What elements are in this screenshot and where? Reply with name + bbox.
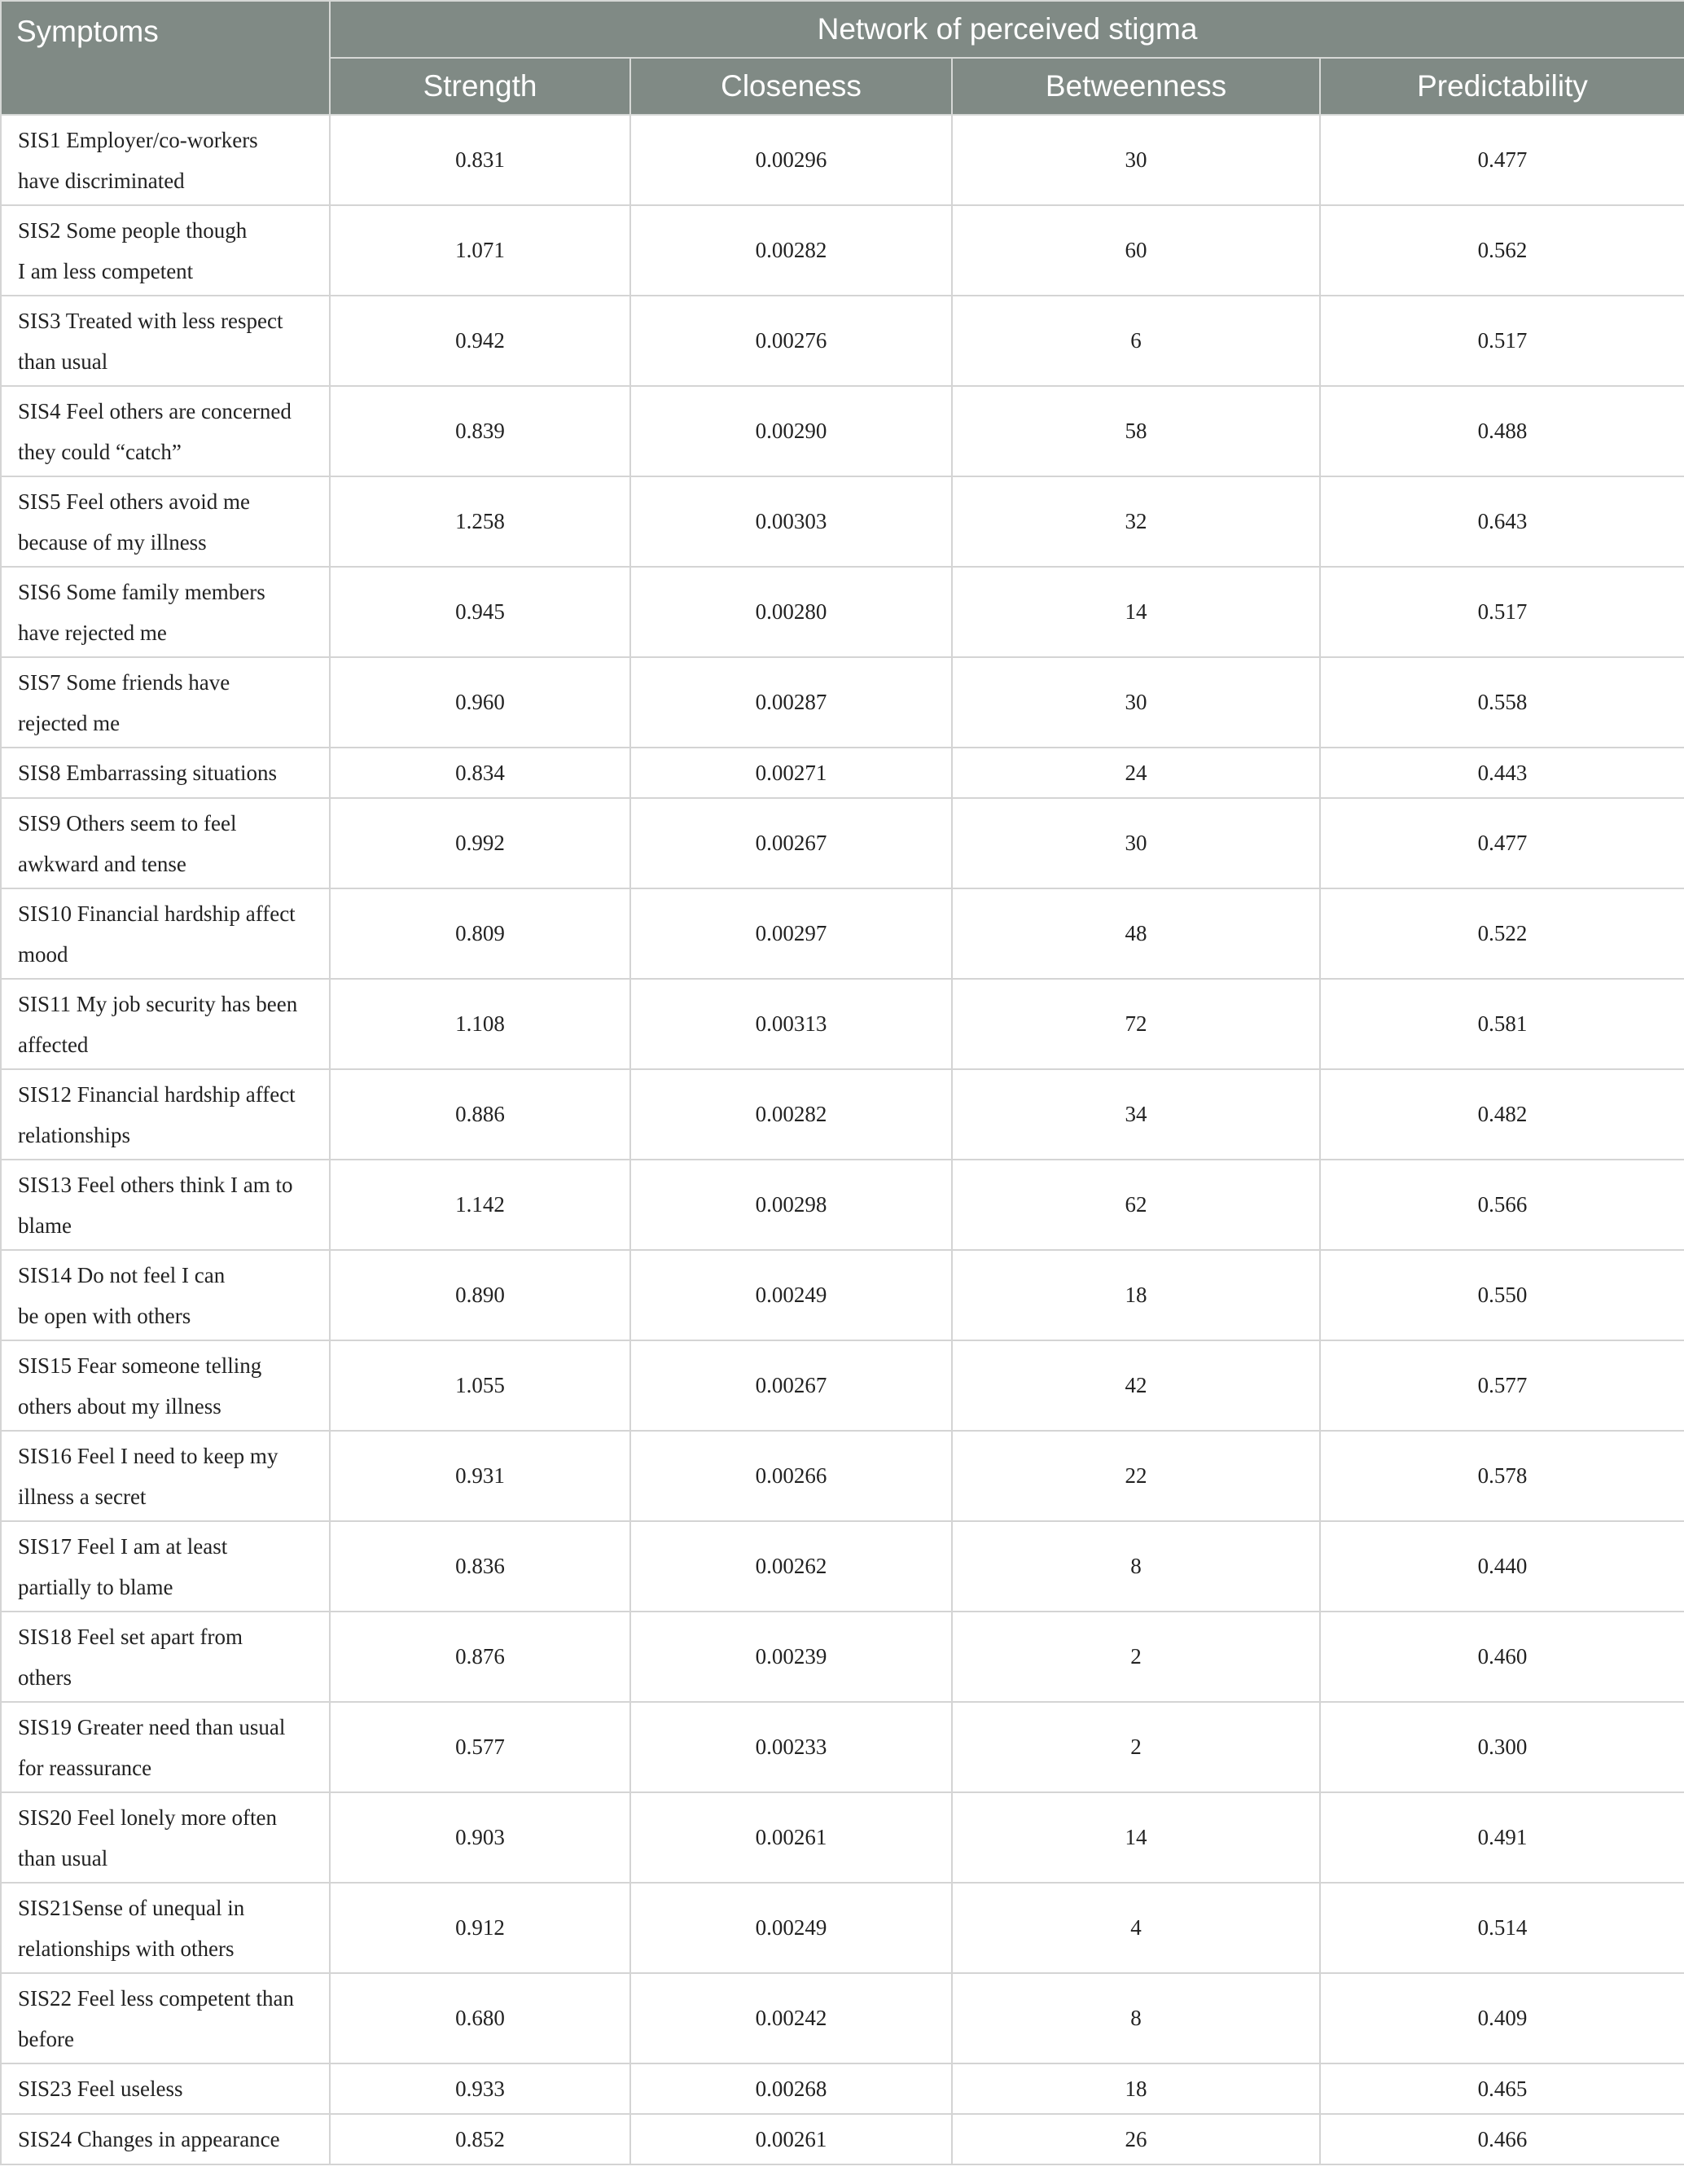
strength-cell: 0.945 bbox=[330, 567, 630, 657]
closeness-cell: 0.00298 bbox=[630, 1160, 952, 1250]
betweenness-cell: 2 bbox=[952, 1702, 1320, 1792]
betweenness-cell: 62 bbox=[952, 1160, 1320, 1250]
strength-cell: 0.852 bbox=[330, 2114, 630, 2164]
symptom-label bbox=[1, 1069, 330, 1160]
symptom-label-line: SIS11 My job security has been bbox=[18, 991, 298, 1016]
predictability-cell: 0.482 bbox=[1320, 1069, 1684, 1160]
predictability-cell: 0.465 bbox=[1320, 2063, 1684, 2114]
strength-cell: 0.890 bbox=[330, 1250, 630, 1340]
symptom-label-line: mood bbox=[18, 941, 68, 967]
betweenness-cell: 14 bbox=[952, 1792, 1320, 1883]
symptom-label-line: SIS16 Feel I need to keep my bbox=[18, 1443, 278, 1468]
betweenness-cell: 18 bbox=[952, 2063, 1320, 2114]
symptom-label-line: SIS1 Employer/co-workers bbox=[18, 127, 258, 152]
table-row bbox=[1, 1521, 1684, 1612]
betweenness-cell: 42 bbox=[952, 1340, 1320, 1431]
symptom-label bbox=[1, 296, 330, 386]
symptom-label-line: SIS6 Some family members bbox=[18, 579, 265, 604]
symptom-label bbox=[1, 979, 330, 1069]
symptom-label bbox=[1, 205, 330, 296]
symptom-label bbox=[1, 115, 330, 205]
betweenness-cell: 58 bbox=[952, 386, 1320, 476]
betweenness-cell: 24 bbox=[952, 748, 1320, 798]
table-row bbox=[1, 205, 1684, 296]
closeness-cell: 0.00233 bbox=[630, 1702, 952, 1792]
symptom-label-line: SIS19 Greater need than usual bbox=[18, 1714, 286, 1739]
closeness-cell: 0.00280 bbox=[630, 567, 952, 657]
strength-cell: 0.839 bbox=[330, 386, 630, 476]
betweenness-cell: 6 bbox=[952, 296, 1320, 386]
symptom-label-line: SIS14 Do not feel I can bbox=[18, 1262, 226, 1287]
symptom-label bbox=[1, 1340, 330, 1431]
betweenness-cell: 22 bbox=[952, 1431, 1320, 1521]
predictability-cell: 0.550 bbox=[1320, 1250, 1684, 1340]
predictability-cell: 0.517 bbox=[1320, 567, 1684, 657]
closeness-cell: 0.00313 bbox=[630, 979, 952, 1069]
betweenness-cell: 32 bbox=[952, 476, 1320, 567]
symptom-label-line: I am less competent bbox=[18, 258, 194, 283]
symptom-label-line: SIS22 Feel less competent than bbox=[18, 1985, 294, 2011]
strength-cell: 0.960 bbox=[330, 657, 630, 748]
table-row bbox=[1, 748, 1684, 798]
symptom-label-line: for reassurance bbox=[18, 1755, 152, 1780]
closeness-cell: 0.00261 bbox=[630, 2114, 952, 2164]
symptom-label bbox=[1, 1612, 330, 1702]
symptom-label-line: illness a secret bbox=[18, 1484, 147, 1509]
symptom-label bbox=[1, 888, 330, 979]
predictability-cell: 0.477 bbox=[1320, 798, 1684, 888]
table-row bbox=[1, 2063, 1684, 2114]
strength-cell: 0.831 bbox=[330, 115, 630, 205]
closeness-cell: 0.00271 bbox=[630, 748, 952, 798]
closeness-cell: 0.00239 bbox=[630, 1612, 952, 1702]
closeness-cell: 0.00267 bbox=[630, 1340, 952, 1431]
predictability-cell: 0.300 bbox=[1320, 1702, 1684, 1792]
symptom-label-line: SIS12 Financial hardship affect bbox=[18, 1081, 296, 1107]
closeness-cell: 0.00261 bbox=[630, 1792, 952, 1883]
symptom-label-line: because of my illness bbox=[18, 529, 207, 555]
predictability-cell: 0.466 bbox=[1320, 2114, 1684, 2164]
strength-cell: 1.071 bbox=[330, 205, 630, 296]
closeness-cell: 0.00266 bbox=[630, 1431, 952, 1521]
predictability-cell: 0.643 bbox=[1320, 476, 1684, 567]
predictability-cell: 0.578 bbox=[1320, 1431, 1684, 1521]
betweenness-cell: 72 bbox=[952, 979, 1320, 1069]
header-symptoms: Symptoms bbox=[1, 1, 330, 115]
table-row bbox=[1, 1792, 1684, 1883]
symptom-label-line: SIS15 Fear someone telling bbox=[18, 1353, 262, 1378]
strength-cell: 1.055 bbox=[330, 1340, 630, 1431]
symptom-label-line: partially to blame bbox=[18, 1574, 173, 1599]
symptom-label-line: SIS23 Feel useless bbox=[18, 2077, 183, 2101]
strength-cell: 0.834 bbox=[330, 748, 630, 798]
symptom-label-line: SIS21Sense of unequal in bbox=[18, 1895, 245, 1920]
closeness-cell: 0.00268 bbox=[630, 2063, 952, 2114]
strength-cell: 0.577 bbox=[330, 1702, 630, 1792]
table-row bbox=[1, 386, 1684, 476]
table-row bbox=[1, 296, 1684, 386]
symptom-label-line: SIS24 Changes in appearance bbox=[18, 2127, 280, 2151]
betweenness-cell: 34 bbox=[952, 1069, 1320, 1160]
symptom-label bbox=[1, 1973, 330, 2063]
betweenness-cell: 8 bbox=[952, 1521, 1320, 1612]
predictability-cell: 0.440 bbox=[1320, 1521, 1684, 1612]
symptom-label-line: relationships bbox=[18, 1122, 130, 1147]
predictability-cell: 0.514 bbox=[1320, 1883, 1684, 1973]
symptom-label bbox=[1, 657, 330, 748]
table-row bbox=[1, 2114, 1684, 2164]
symptom-label-line: than usual bbox=[18, 1845, 108, 1870]
betweenness-cell: 60 bbox=[952, 205, 1320, 296]
table-row bbox=[1, 1069, 1684, 1160]
symptom-label-line: affected bbox=[18, 1032, 89, 1057]
closeness-cell: 0.00262 bbox=[630, 1521, 952, 1612]
symptom-label bbox=[1, 567, 330, 657]
symptom-label-line: SIS8 Embarrassing situations bbox=[18, 761, 277, 785]
header-closeness: Closeness bbox=[630, 58, 952, 115]
strength-cell: 0.876 bbox=[330, 1612, 630, 1702]
betweenness-cell: 14 bbox=[952, 567, 1320, 657]
symptom-label-line: SIS5 Feel others avoid me bbox=[18, 489, 250, 514]
symptom-label-line: before bbox=[18, 2026, 74, 2051]
table-row bbox=[1, 1250, 1684, 1340]
betweenness-cell: 2 bbox=[952, 1612, 1320, 1702]
header-group: Network of perceived stigma bbox=[330, 1, 1684, 58]
symptom-label-line: rejected me bbox=[18, 710, 121, 735]
betweenness-cell: 8 bbox=[952, 1973, 1320, 2063]
table-row bbox=[1, 657, 1684, 748]
betweenness-cell: 30 bbox=[952, 798, 1320, 888]
betweenness-cell: 30 bbox=[952, 115, 1320, 205]
predictability-cell: 0.491 bbox=[1320, 1792, 1684, 1883]
closeness-cell: 0.00282 bbox=[630, 1069, 952, 1160]
predictability-cell: 0.477 bbox=[1320, 115, 1684, 205]
symptom-label bbox=[1, 1883, 330, 1973]
closeness-cell: 0.00282 bbox=[630, 205, 952, 296]
closeness-cell: 0.00242 bbox=[630, 1973, 952, 2063]
symptom-label-line: have rejected me bbox=[18, 620, 167, 645]
strength-cell: 0.912 bbox=[330, 1883, 630, 1973]
table-row bbox=[1, 567, 1684, 657]
symptom-label bbox=[1, 798, 330, 888]
betweenness-cell: 30 bbox=[952, 657, 1320, 748]
strength-cell: 0.886 bbox=[330, 1069, 630, 1160]
table-row bbox=[1, 1973, 1684, 2063]
closeness-cell: 0.00297 bbox=[630, 888, 952, 979]
table-row bbox=[1, 1883, 1684, 1973]
strength-cell: 1.108 bbox=[330, 979, 630, 1069]
predictability-cell: 0.517 bbox=[1320, 296, 1684, 386]
table-row bbox=[1, 1612, 1684, 1702]
table-body bbox=[1, 115, 1684, 2164]
table-row bbox=[1, 1431, 1684, 1521]
header-strength: Strength bbox=[330, 58, 630, 115]
symptom-label-line: SIS4 Feel others are concerned bbox=[18, 398, 292, 423]
symptom-label-line: SIS7 Some friends have bbox=[18, 669, 230, 695]
symptom-label-line: SIS3 Treated with less respect bbox=[18, 308, 283, 333]
predictability-cell: 0.581 bbox=[1320, 979, 1684, 1069]
symptom-label-line: SIS9 Others seem to feel bbox=[18, 810, 237, 835]
symptom-label-line: SIS17 Feel I am at least bbox=[18, 1533, 228, 1559]
symptom-label bbox=[1, 2063, 330, 2114]
predictability-cell: 0.409 bbox=[1320, 1973, 1684, 2063]
symptom-label bbox=[1, 386, 330, 476]
symptom-label bbox=[1, 2114, 330, 2164]
symptom-label-line: blame bbox=[18, 1213, 72, 1238]
strength-cell: 0.809 bbox=[330, 888, 630, 979]
strength-cell: 0.931 bbox=[330, 1431, 630, 1521]
closeness-cell: 0.00276 bbox=[630, 296, 952, 386]
strength-cell: 0.836 bbox=[330, 1521, 630, 1612]
symptom-label-line: awkward and tense bbox=[18, 851, 186, 876]
table-row bbox=[1, 115, 1684, 205]
table-row bbox=[1, 1702, 1684, 1792]
symptom-label-line: SIS10 Financial hardship affect bbox=[18, 901, 296, 926]
symptom-label-line: others about my illness bbox=[18, 1393, 221, 1419]
predictability-cell: 0.443 bbox=[1320, 748, 1684, 798]
symptom-label-line: relationships with others bbox=[18, 1936, 235, 1961]
strength-cell: 0.903 bbox=[330, 1792, 630, 1883]
strength-cell: 1.258 bbox=[330, 476, 630, 567]
strength-cell: 1.142 bbox=[330, 1160, 630, 1250]
symptom-label-line: have discriminated bbox=[18, 168, 185, 193]
symptom-label bbox=[1, 1160, 330, 1250]
table-header bbox=[1, 1, 1684, 115]
header-betweenness: Betweenness bbox=[952, 58, 1320, 115]
predictability-cell: 0.562 bbox=[1320, 205, 1684, 296]
betweenness-cell: 26 bbox=[952, 2114, 1320, 2164]
predictability-cell: 0.488 bbox=[1320, 386, 1684, 476]
table-row bbox=[1, 798, 1684, 888]
predictability-cell: 0.558 bbox=[1320, 657, 1684, 748]
strength-cell: 0.933 bbox=[330, 2063, 630, 2114]
table-row bbox=[1, 888, 1684, 979]
symptom-label-line: SIS2 Some people though bbox=[18, 217, 248, 243]
strength-cell: 0.942 bbox=[330, 296, 630, 386]
symptom-label-line: others bbox=[18, 1664, 72, 1690]
table-row bbox=[1, 1160, 1684, 1250]
betweenness-cell: 18 bbox=[952, 1250, 1320, 1340]
symptom-label-line: be open with others bbox=[18, 1303, 191, 1328]
symptom-label-line: SIS20 Feel lonely more often bbox=[18, 1805, 277, 1830]
symptom-label bbox=[1, 1431, 330, 1521]
table-row bbox=[1, 1340, 1684, 1431]
closeness-cell: 0.00249 bbox=[630, 1883, 952, 1973]
symptom-label bbox=[1, 1702, 330, 1792]
predictability-cell: 0.460 bbox=[1320, 1612, 1684, 1702]
symptom-label-line: than usual bbox=[18, 349, 108, 374]
symptom-label bbox=[1, 476, 330, 567]
closeness-cell: 0.00267 bbox=[630, 798, 952, 888]
closeness-cell: 0.00249 bbox=[630, 1250, 952, 1340]
closeness-cell: 0.00303 bbox=[630, 476, 952, 567]
betweenness-cell: 48 bbox=[952, 888, 1320, 979]
strength-cell: 0.680 bbox=[330, 1973, 630, 2063]
symptom-label bbox=[1, 748, 330, 798]
symptom-label-line: SIS18 Feel set apart from bbox=[18, 1624, 243, 1649]
table-row bbox=[1, 476, 1684, 567]
symptom-label bbox=[1, 1250, 330, 1340]
closeness-cell: 0.00296 bbox=[630, 115, 952, 205]
predictability-cell: 0.566 bbox=[1320, 1160, 1684, 1250]
symptom-label bbox=[1, 1792, 330, 1883]
symptom-label-line: they could “catch” bbox=[18, 439, 182, 464]
predictability-cell: 0.577 bbox=[1320, 1340, 1684, 1431]
closeness-cell: 0.00290 bbox=[630, 386, 952, 476]
symptom-label bbox=[1, 1521, 330, 1612]
table-row bbox=[1, 979, 1684, 1069]
predictability-cell: 0.522 bbox=[1320, 888, 1684, 979]
closeness-cell: 0.00287 bbox=[630, 657, 952, 748]
strength-cell: 0.992 bbox=[330, 798, 630, 888]
symptom-label-line: SIS13 Feel others think I am to bbox=[18, 1172, 293, 1197]
header-predictability: Predictability bbox=[1320, 58, 1684, 115]
betweenness-cell: 4 bbox=[952, 1883, 1320, 1973]
